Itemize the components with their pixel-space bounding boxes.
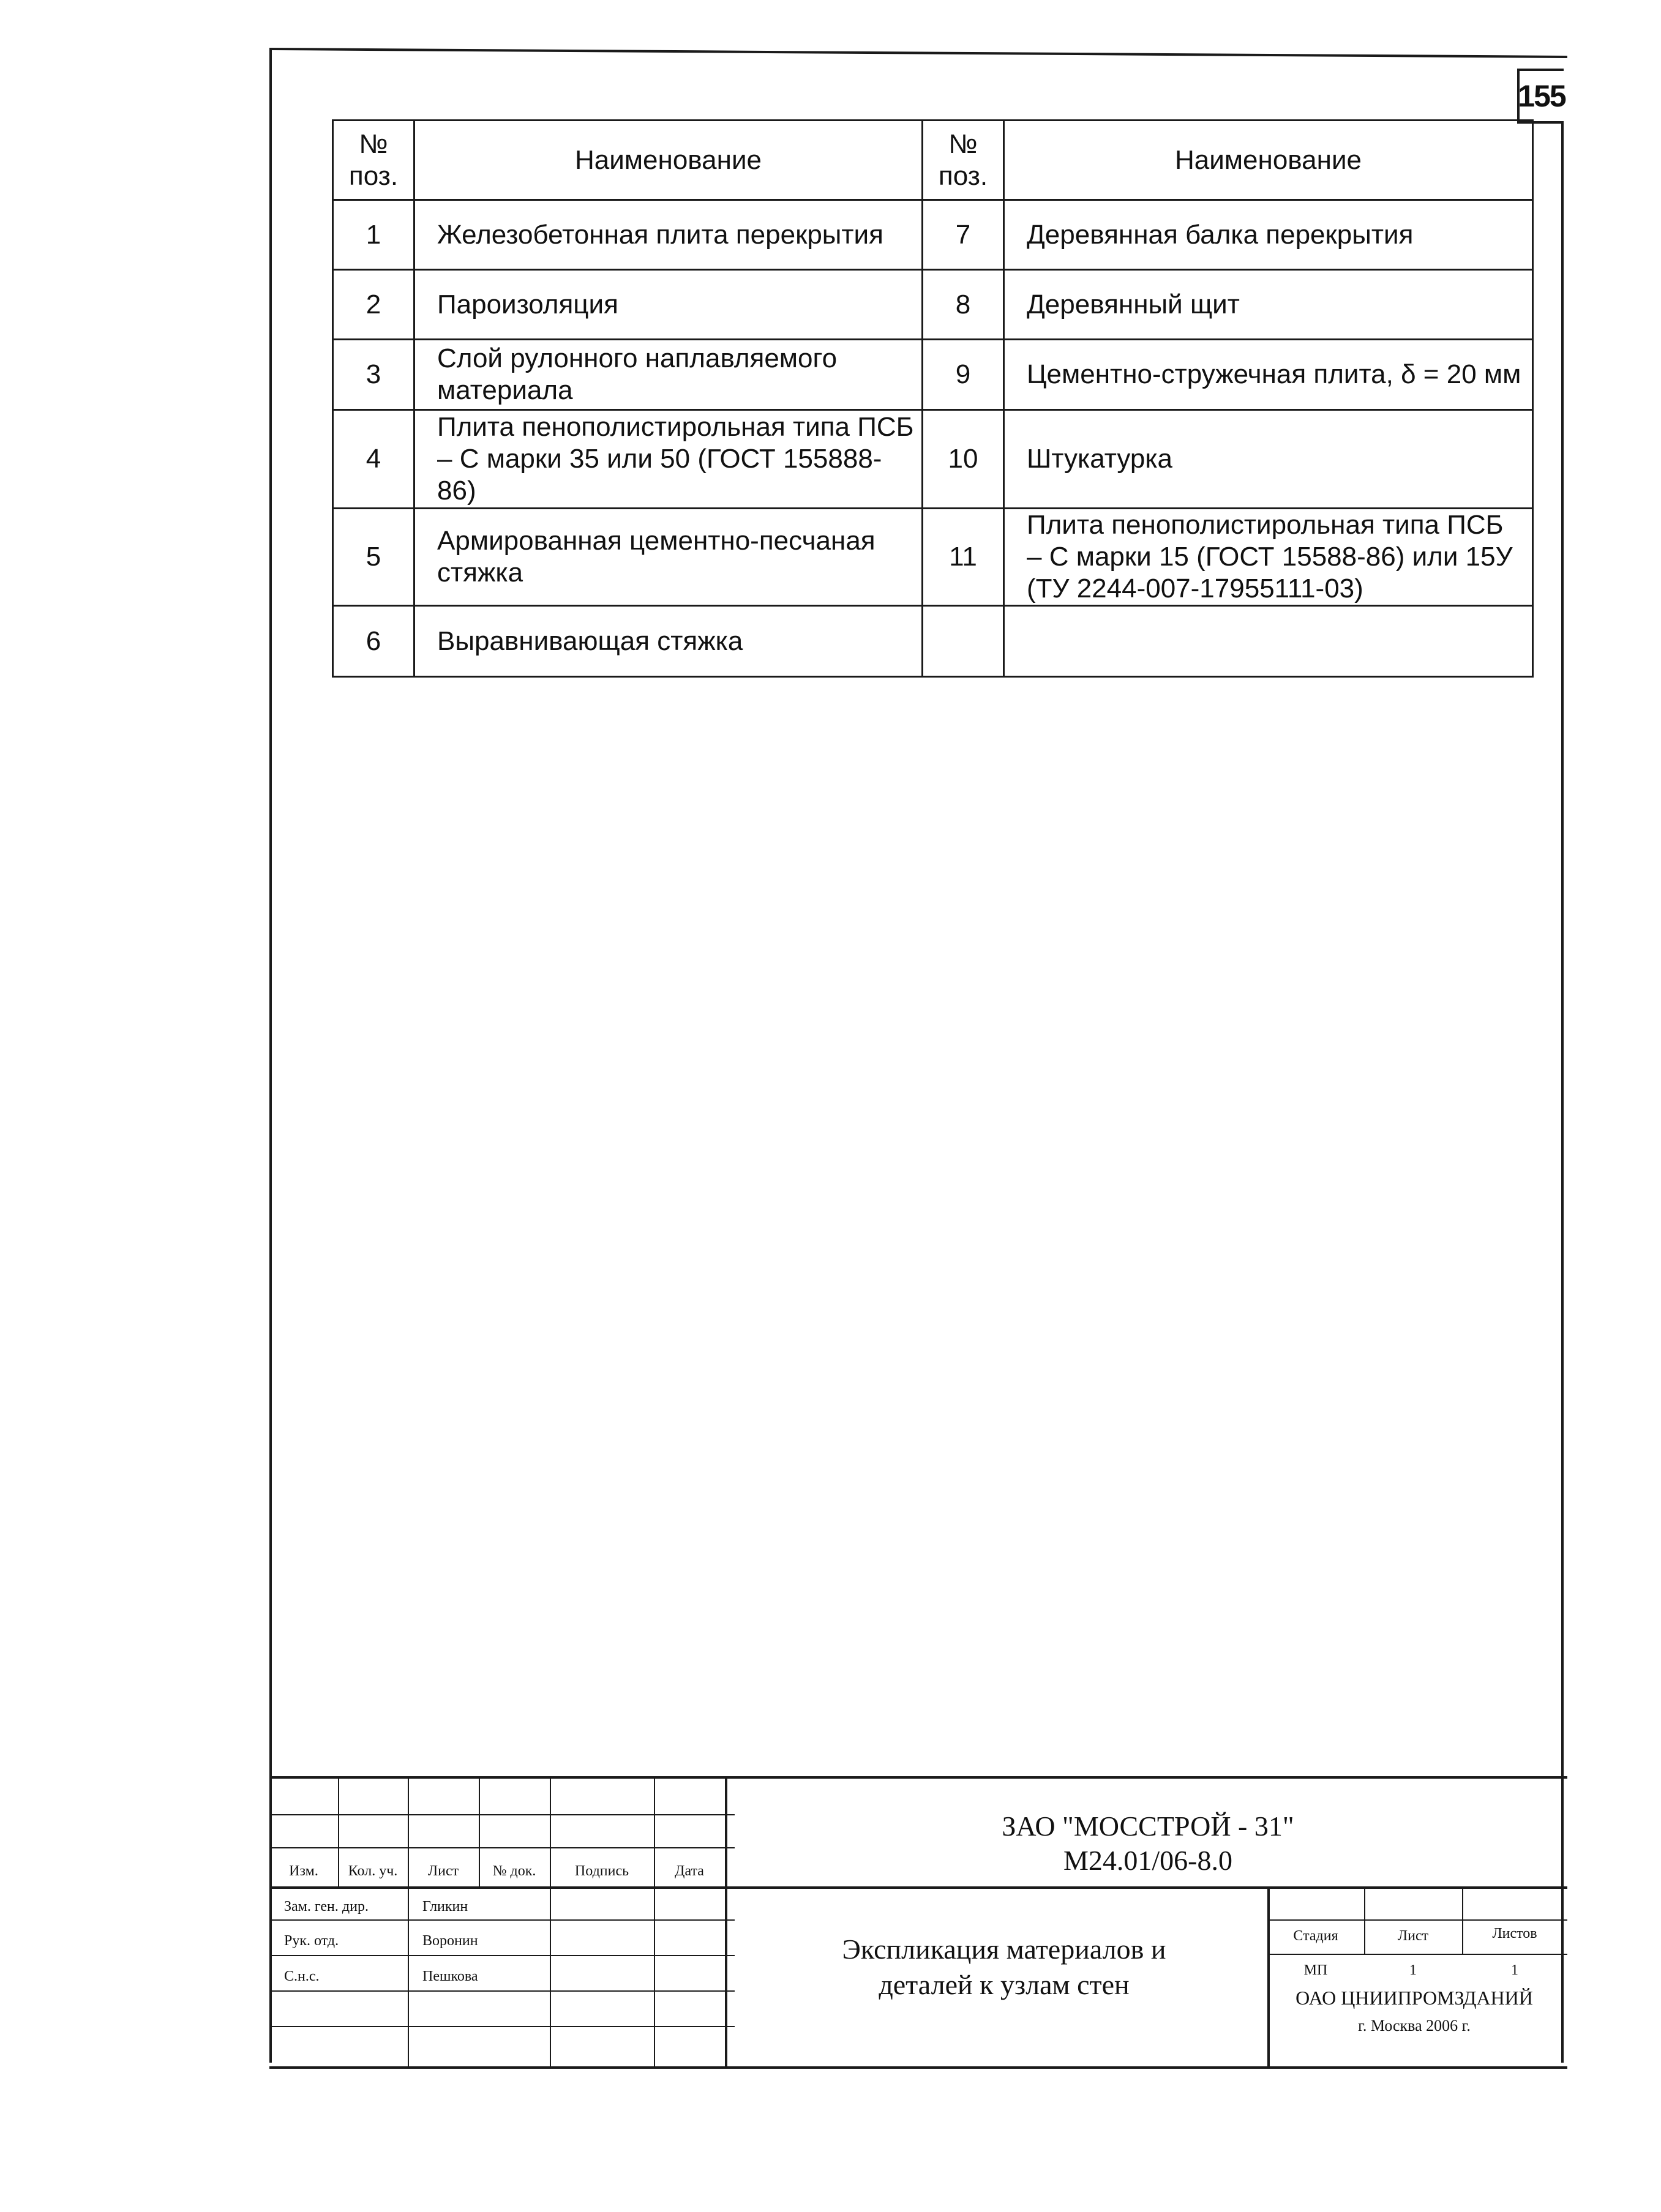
table-header-row [333, 121, 1533, 200]
header-data: Дата [675, 1863, 704, 1879]
drawing-title [741, 1932, 1267, 2003]
left-num-header: № поз. [333, 121, 414, 200]
header-n-dok: № док. [492, 1863, 536, 1879]
grid-line [408, 1779, 409, 2066]
header-izm: Изм. [289, 1863, 318, 1879]
item-name: Деревянный щит [1004, 270, 1533, 340]
title-block [269, 1776, 1567, 2069]
item-name: Деревянная балка перекрытия [1004, 200, 1533, 270]
grid-line [1267, 1919, 1567, 1921]
item-name [1004, 606, 1533, 677]
position-number: 5 [333, 509, 414, 606]
table-row [333, 509, 1533, 606]
position-number: 1 [333, 200, 414, 270]
grid-line [269, 1847, 735, 1848]
table-row [333, 410, 1533, 509]
company-code-block [741, 1809, 1555, 1878]
position-number: 9 [923, 340, 1004, 410]
grid-line [1462, 1886, 1463, 1955]
frame-top-border [269, 48, 1567, 58]
position-number: 3 [333, 340, 414, 410]
item-name: Штукатурка [1004, 410, 1533, 509]
position-number [923, 606, 1004, 677]
grid-line [269, 1886, 1567, 1889]
position-number: 2 [333, 270, 414, 340]
document-code: М24.01/06-8.0 [1063, 1845, 1232, 1876]
drawing-title-line: Экспликация материалов и [842, 1934, 1166, 1965]
table-row [333, 606, 1533, 677]
person-name: Пешкова [422, 1968, 478, 1984]
right-num-header: № поз. [923, 121, 1004, 200]
drawing-title-line: деталей к узлам стен [879, 1969, 1130, 2000]
role-label: Зам. ген. дир. [284, 1899, 369, 1915]
grid-line [269, 1990, 735, 1992]
sheets-label: Листов [1492, 1926, 1537, 1941]
company-name: ЗАО "МОССТРОЙ - 31" [1002, 1810, 1294, 1842]
position-number: 11 [923, 509, 1004, 606]
organization-name: ОАО ЦНИИПРОМЗДАНИЙ [1295, 1987, 1533, 2009]
grid-line [725, 1779, 727, 2066]
sheets-value: 1 [1511, 1962, 1518, 1978]
header-list: Лист [427, 1863, 459, 1879]
item-name: Цементно-стружечная плита, δ = 20 мм [1004, 340, 1533, 410]
position-number: 8 [923, 270, 1004, 340]
organization [1267, 1984, 1561, 2040]
grid-line [269, 1814, 735, 1815]
position-number: 10 [923, 410, 1004, 509]
grid-line [269, 2026, 735, 2027]
person-name: Воронин [422, 1933, 478, 1949]
sheet-value: 1 [1409, 1962, 1417, 1978]
grid-line [654, 1779, 655, 2066]
table-row [333, 270, 1533, 340]
grid-line [1267, 1954, 1567, 1955]
explication-table [332, 119, 1534, 678]
right-name-header: Наименование [1004, 121, 1533, 200]
item-name: Плита пенополистирольная типа ПСБ – С марки 35 или 50 (ГОСТ 155888-86) [414, 410, 923, 509]
item-name: Плита пенополистирольная типа ПСБ – С марки 15 (ГОСТ 15588-86) или 15У (ТУ 2244-007-17955111-03) [1004, 509, 1533, 606]
person-name: Гликин [422, 1899, 468, 1915]
header-podpis: Подпись [574, 1863, 629, 1879]
item-name: Пароизоляция [414, 270, 923, 340]
table-row [333, 200, 1533, 270]
grid-line [269, 1919, 735, 1921]
grid-line [550, 1779, 551, 2066]
role-label: С.н.с. [284, 1968, 320, 1984]
table-row [333, 340, 1533, 410]
item-name: Армированная цементно-песчаная стяжка [414, 509, 923, 606]
frame-right-border [1561, 110, 1564, 2063]
item-name: Слой рулонного наплавляемого материала [414, 340, 923, 410]
grid-line [269, 1955, 735, 1956]
left-name-header: Наименование [414, 121, 923, 200]
position-number: 7 [923, 200, 1004, 270]
stage-label: Стадия [1293, 1928, 1338, 1944]
header-kol-uch: Кол. уч. [348, 1863, 398, 1879]
frame-left-border [269, 49, 272, 2063]
item-name: Железобетонная плита перекрытия [414, 200, 923, 270]
sheet-label: Лист [1397, 1928, 1429, 1944]
organization-city-year: г. Москва 2006 г. [1358, 2017, 1471, 2035]
item-name: Выравнивающая стяжка [414, 606, 923, 677]
grid-line [1364, 1886, 1365, 1955]
stage-value: МП [1303, 1962, 1328, 1978]
sheet-number: 155 [1517, 69, 1564, 124]
position-number: 6 [333, 606, 414, 677]
role-label: Рук. отд. [284, 1933, 339, 1949]
position-number: 4 [333, 410, 414, 509]
